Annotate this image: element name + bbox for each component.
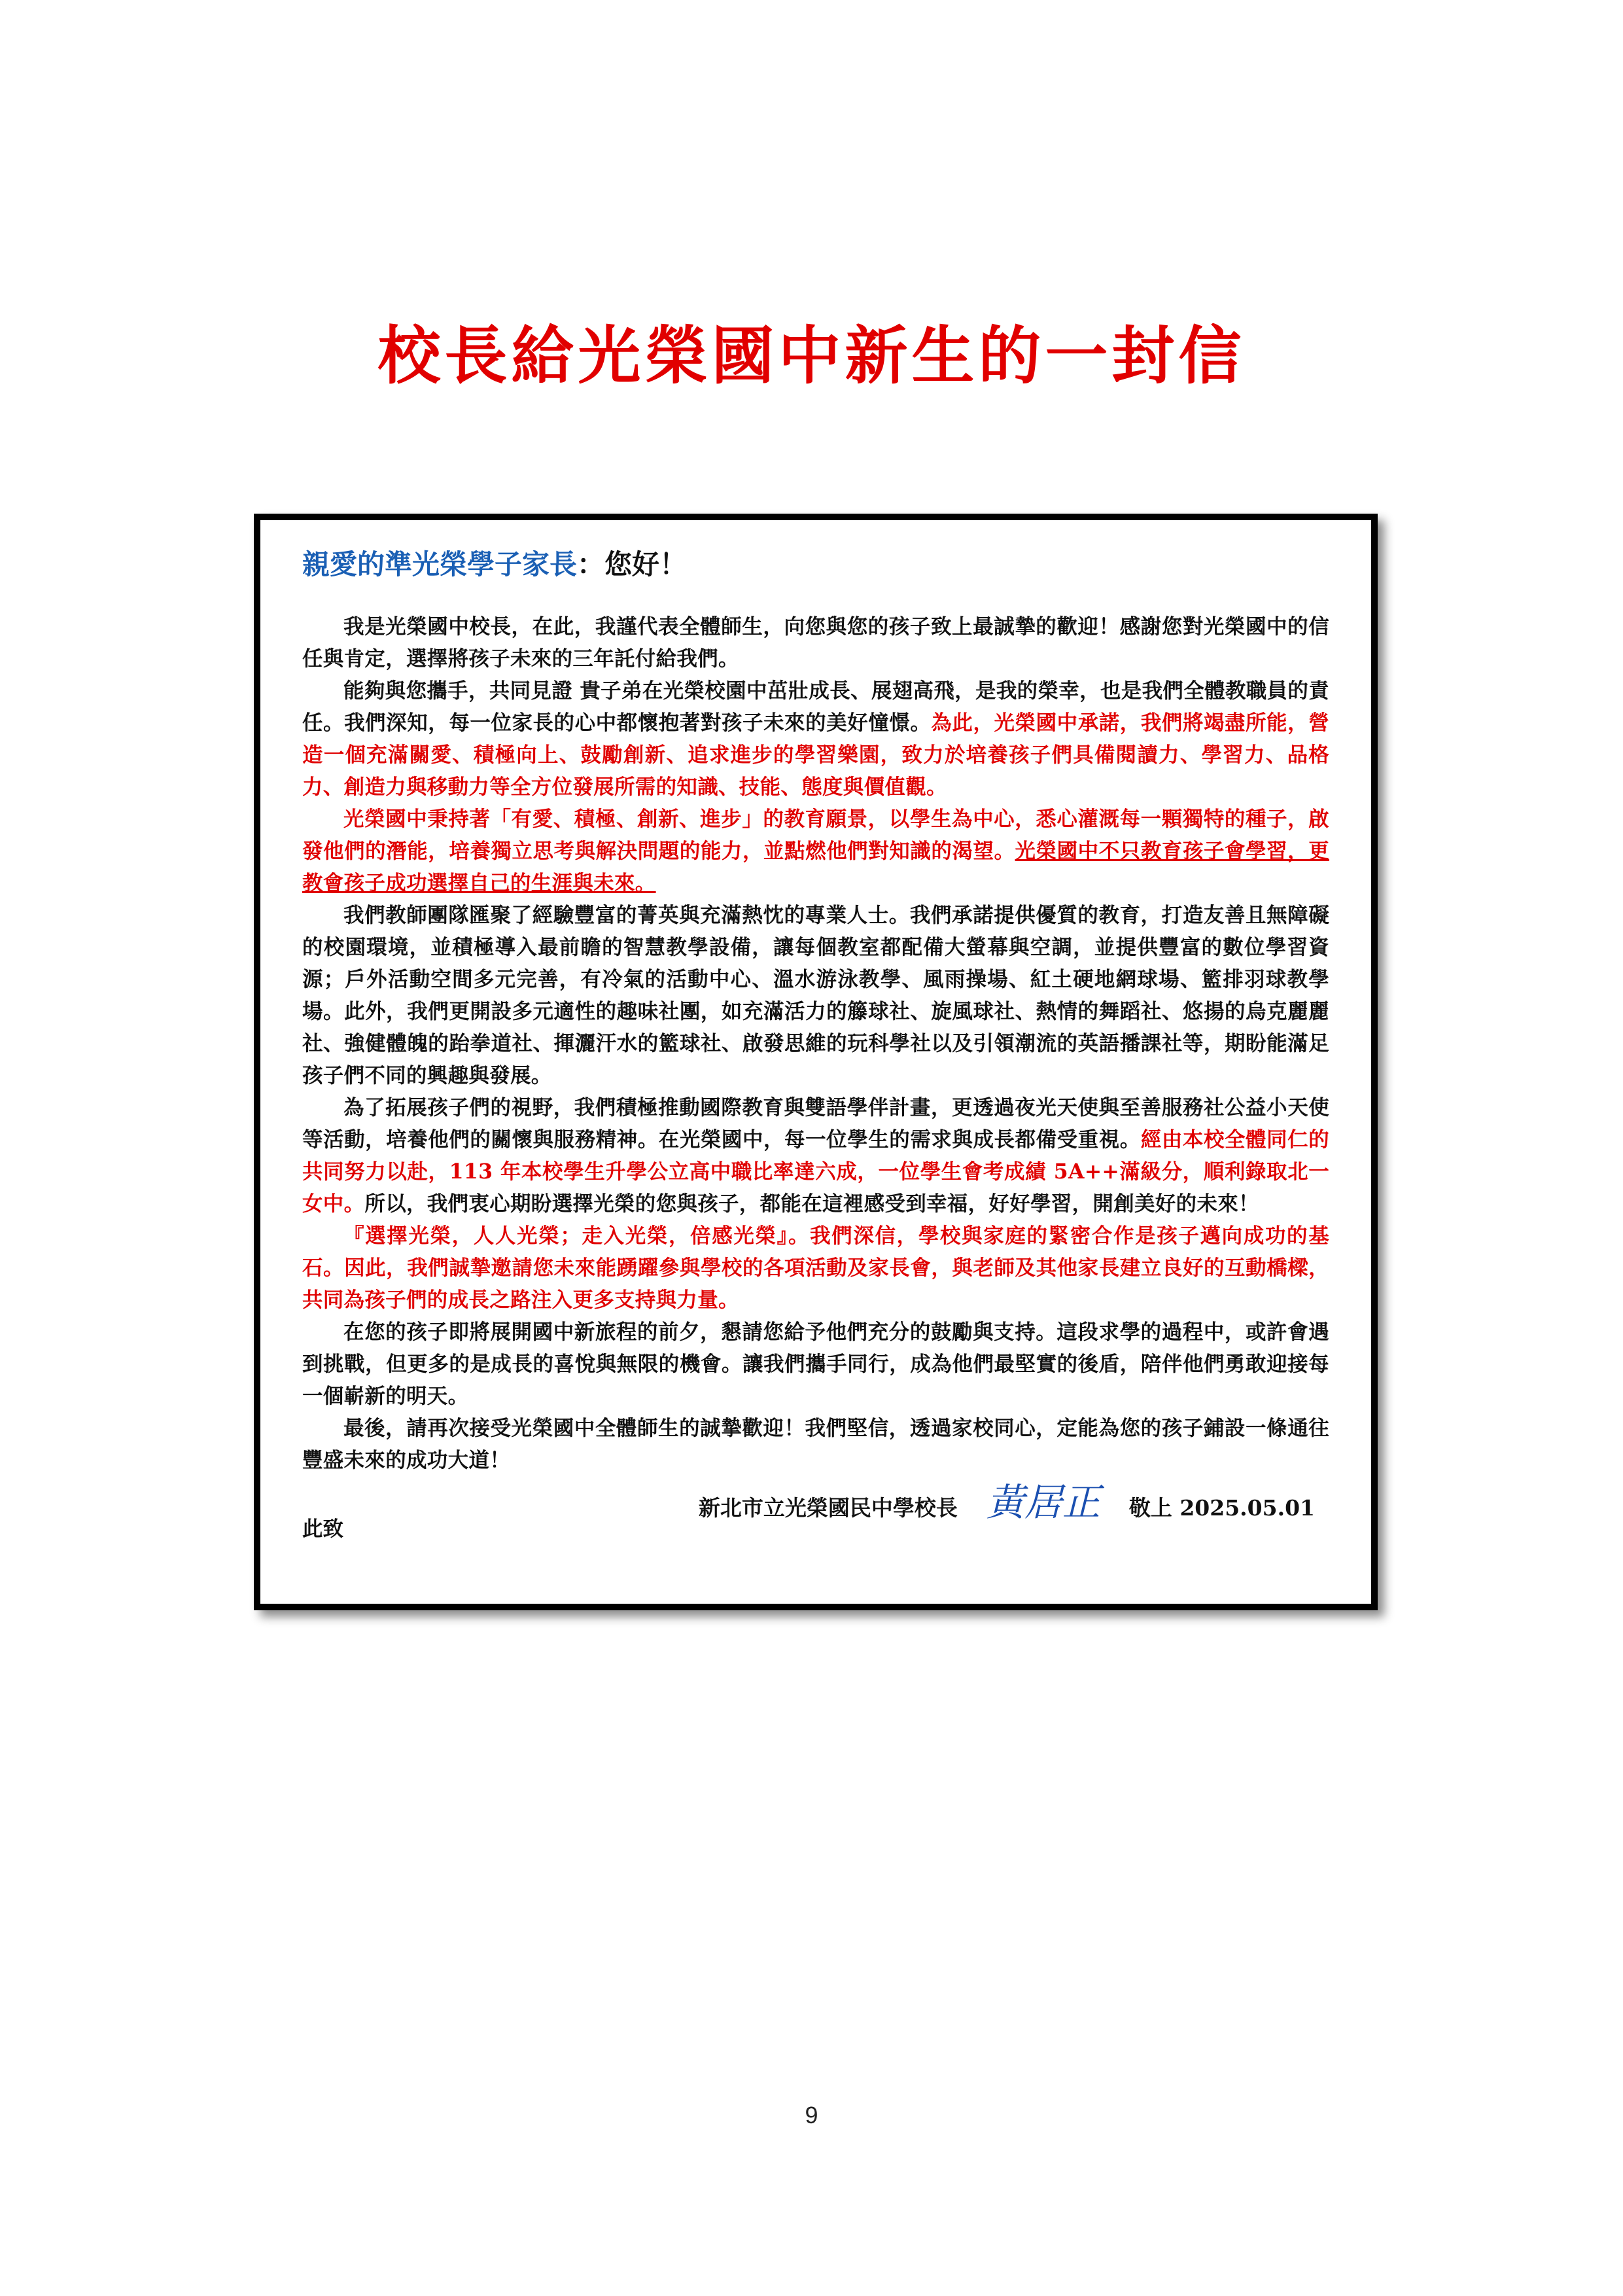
paragraph-text-run: 我們教師團隊匯聚了經驗豐富的菁英與充滿熱忱的專業人士。我們承諾提供優質的教育，打造友善且無障礙的校園環境，並積極導入最前瞻的智慧教學設備，讓每個教室都配備大螢幕與空調，並提供豐富的數位學習資源；戶外活動空間多元完善，有冷氣的活動中心、溫水游泳教學、風雨操場、紅土硬地網球場、籃排羽球教學場。此外，我們更開設多元適性的趣味社團，如充滿活力的籐球社、旋風球社、熱情的舞蹈社、悠揚的烏克麗麗社、強健體魄的跆拳道社、揮灑汗水的籃球社、啟發思維的玩科學社以及引領潮流的英語播課社等，期盼能滿足孩子們不同的興趣與發展。 (302, 903, 1329, 1087)
letter-paragraph (302, 1316, 1329, 1412)
letter-paragraph (302, 1412, 1329, 1476)
letter-paragraph (302, 899, 1329, 1091)
paragraph-text-run: 為此，光榮國中承諾，我們將竭盡所能，營造一個充滿關愛、積極向上、鼓勵創新、追求進步的學習樂園，致力於培養孩子們具備閱讀力、學習力、品格力、創造力與移動力等全方位發展所需的知識、技能、態度與價值觀。 (302, 711, 1329, 799)
letter-box (254, 514, 1378, 1610)
paragraph-text-run: 光榮國中不只教育孩子會學習，更教會孩子成功選擇自己的生涯與未來。 (302, 839, 1329, 895)
salutation-greeting: ：您好！ (577, 548, 688, 580)
paragraph-text-run: 最後，請再次接受光榮國中全體師生的誠摯歡迎！我們堅信，透過家校同心，定能為您的孩子鋪設一條通往豐盛未來的成功大道！ (302, 1416, 1329, 1472)
letter-paragraph (302, 1220, 1329, 1316)
letter-body (302, 610, 1329, 1476)
paragraph-text-run: 光榮國中秉持著「有愛、積極、創新、進步」的教育願景，以學生為中心，悉心灌溉每一顆獨特的種子，啟發他們的潛能，培養獨立思考與解決問題的能力，並點燃他們對知識的渴望。 (302, 807, 1329, 863)
paragraph-text-run: 我是光榮國中校長，在此，我謹代表全體師生，向您與您的孩子致上最誠摯的歡迎！感謝您對光榮國中的信任與肯定，選擇將孩子未來的三年託付給我們。 (302, 614, 1329, 671)
paragraph-text-run: 經由本校全體同仁的共同努力以赴，113 年本校學生升學公立高中職比率達六成，一位學生會考成績 5A++滿級分，順利錄取北一女中。 (302, 1127, 1329, 1216)
salutation-addressee: 親愛的準光榮學子家長 (302, 548, 578, 580)
paragraph-text-run: 為了拓展孩子們的視野，我們積極推動國際教育與雙語學伴計畫，更透過夜光天使與至善服務社公益小天使等活動，培養他們的關懷與服務精神。在光榮國中，每一位學生的需求與成長都備受重視。 (302, 1095, 1329, 1152)
letter-paragraph (302, 610, 1329, 675)
paragraph-text-run: 所以，我們衷心期盼選擇光榮的您與孩子，都能在這裡感受到幸福，好好學習，開創美好的未來！ (364, 1192, 1259, 1216)
page-title: 校長給光榮國中新生的一封信 (377, 319, 1246, 393)
paragraph-text-run: 能夠與您攜手，共同見證 貴子弟在光榮校園中茁壯成長、展翅高飛，是我的榮幸，也是我們全體教職員的責任。我們深知，每一位家長的心中都懷抱著對孩子未來的美好憧憬。 (302, 679, 1329, 735)
paragraph-text-run: 『選擇光榮，人人光榮；走入光榮，倍感光榮』。我們深信，學校與家庭的緊密合作是孩子邁向成功的基石。因此，我們誠摯邀請您未來能踴躍參與學校的各項活動及家長會，與老師及其他家長建立良好的互動橋樑，共同為孩子們的成長之路注入更多支持與力量。 (302, 1224, 1329, 1312)
letter-paragraph (302, 675, 1329, 803)
signer-title: 新北市立光榮國民中學校長 (698, 1495, 958, 1521)
paragraph-text-run: 在您的孩子即將展開國中新旅程的前夕，懇請您給予他們充分的鼓勵與支持。這段求學的過程中，或許會遇到挑戰，但更多的是成長的喜悅與無限的機會。讓我們攜手同行，成為他們最堅實的後盾，陪伴他們勇敢迎接每一個嶄新的明天。 (302, 1320, 1329, 1408)
salutation (302, 545, 1329, 584)
letter-paragraph (302, 803, 1329, 899)
signature-block (260, 1472, 1371, 1527)
sign-off-date: 敬上 2025.05.01 (1128, 1495, 1315, 1521)
page-number: 9 (805, 2102, 818, 2128)
letter-paragraph (302, 1091, 1329, 1220)
closing: 此致 (302, 1517, 344, 1541)
signature-handwritten: 黃居正 (986, 1480, 1100, 1525)
